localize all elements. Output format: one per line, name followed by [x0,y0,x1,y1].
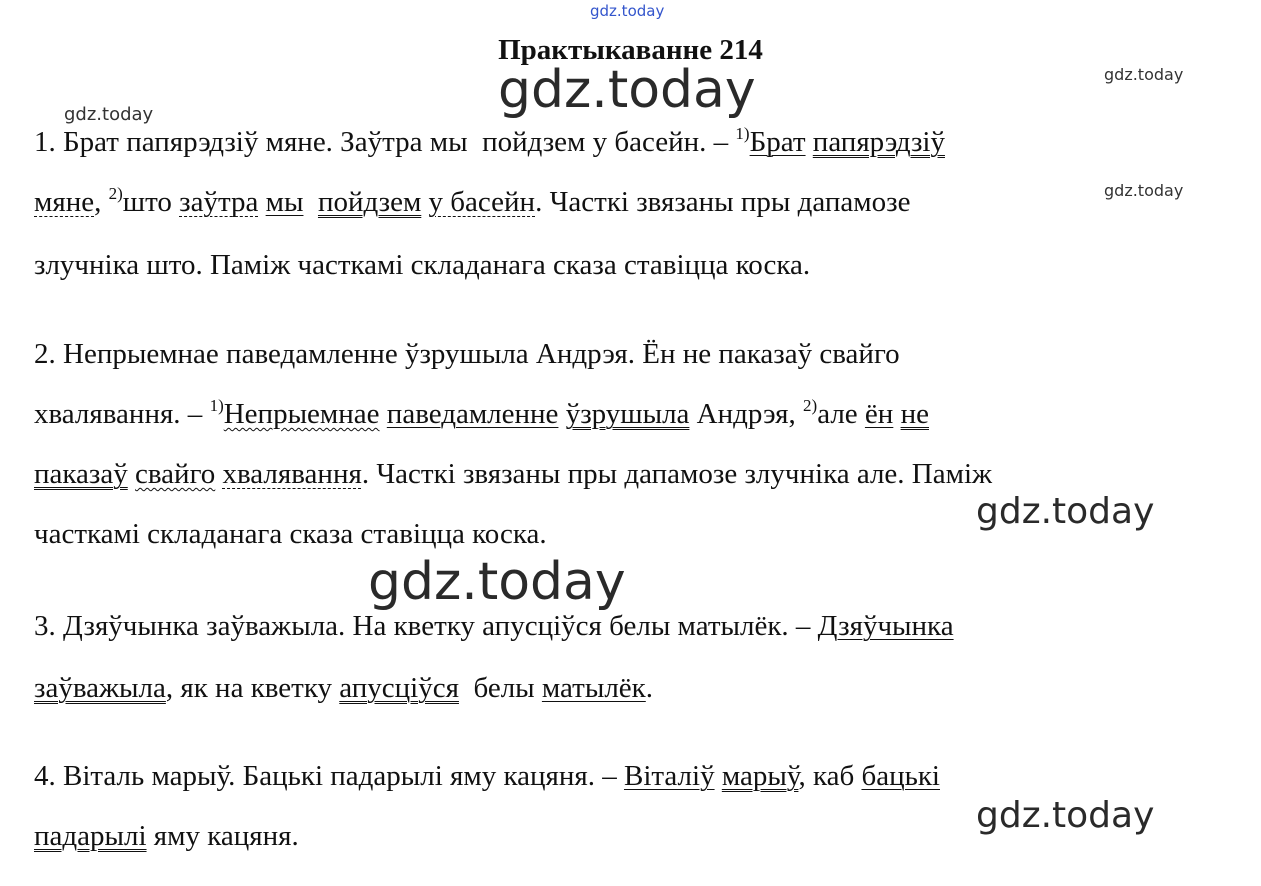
plain-text: 1. Брат папярэдзіў мяне. Заўтра мы пойдзем у басейн. – [34,126,736,158]
plain-text: . Часткі звязаны пры дапамозе [535,186,911,218]
text-line [34,610,954,643]
plain-text: , як на кветку [165,672,340,704]
text-line [34,820,299,853]
subject-word: Брат [749,126,806,158]
plain-text: белы [458,672,542,704]
watermark-large: gdz.today [368,552,626,612]
plain-text: , [94,186,109,218]
plain-text: 3. Дзяўчынка заўважыла. На кветку апусціўся белы матылёк. – [34,610,818,642]
text-line [34,760,940,793]
predicate-word: ўзрушыла [565,398,690,430]
watermark-large: gdz.today [498,60,756,120]
watermark-top: gdz.today [590,2,665,20]
predicate-word: апусціўся [339,672,459,704]
plain-text: 2. Непрыемнае паведамленне ўзрушыла Андрэя. Ён не паказаў свайго [34,338,900,370]
predicate-word: пойдзем [317,186,422,218]
text-line [34,398,929,431]
adverbial-word: у басейн [428,186,536,218]
attribute-word: свайго [135,458,216,490]
attribute-word: Непрыемнае [223,398,380,430]
subject-word: ён [864,398,894,430]
watermark-large: gdz.today [976,491,1155,532]
text-line [34,338,900,371]
plain-text [215,458,222,490]
text-line [34,672,653,705]
plain-text: Андрэя, [689,398,804,430]
adverbial-word: заўтра [179,186,259,218]
plain-text: . [645,672,654,704]
page-title: Практыкаванне 214 [498,34,763,66]
plain-text [893,398,900,430]
text-line [34,126,945,159]
object-word: хвалявання [222,458,362,490]
subject-word: паведамленне [386,398,559,430]
plain-text [715,760,722,792]
plain-text [258,186,265,218]
predicate-word: марыў [721,760,799,792]
clause-index: 2) [108,184,123,203]
subject-word: Дзяўчынка [817,610,954,642]
plain-text: што [122,186,180,218]
plain-text [421,186,428,218]
subject-word: бацькі [861,760,940,792]
predicate-word: папярэдзіў [812,126,945,158]
object-word: мяне [34,186,95,218]
plain-text [380,398,387,430]
clause-index: 1) [209,396,224,415]
predicate-word: заўважыла [34,672,166,704]
plain-text [128,458,135,490]
plain-text [806,126,813,158]
plain-text: часткамі складанага сказа ставіцца коска. [34,518,547,550]
text-line [34,518,547,551]
subject-word: матылёк [541,672,646,704]
plain-text [558,398,565,430]
plain-text: 4. Віталь марыў. Бацькі падарылі яму кацяня. – [34,760,624,792]
subject-word: мы [265,186,304,218]
text-line [34,458,992,491]
plain-text: . Часткі звязаны пры дапамозе злучніка але. Паміж [361,458,993,490]
clause-index: 1) [735,124,750,143]
plain-text: , каб [798,760,862,792]
plain-text: хвалявання. – [34,398,210,430]
plain-text: злучніка што. Паміж часткамі складанага сказа ставіцца коска. [34,249,811,281]
watermark-small: gdz.today [1104,181,1184,200]
watermark-small: gdz.today [1104,65,1184,84]
predicate-word: падарылі [34,820,147,852]
watermark-large: gdz.today [976,795,1155,836]
plain-text: яму кацяня. [146,820,299,852]
text-line [34,186,910,219]
clause-index: 2) [803,396,818,415]
plain-text [303,186,318,218]
plain-text: але [817,398,865,430]
predicate-word: паказаў [34,458,128,490]
text-line [34,249,810,282]
subject-word: Віталіў [623,760,715,792]
predicate-word: не [900,398,929,430]
watermark-small: gdz.today [64,104,154,125]
